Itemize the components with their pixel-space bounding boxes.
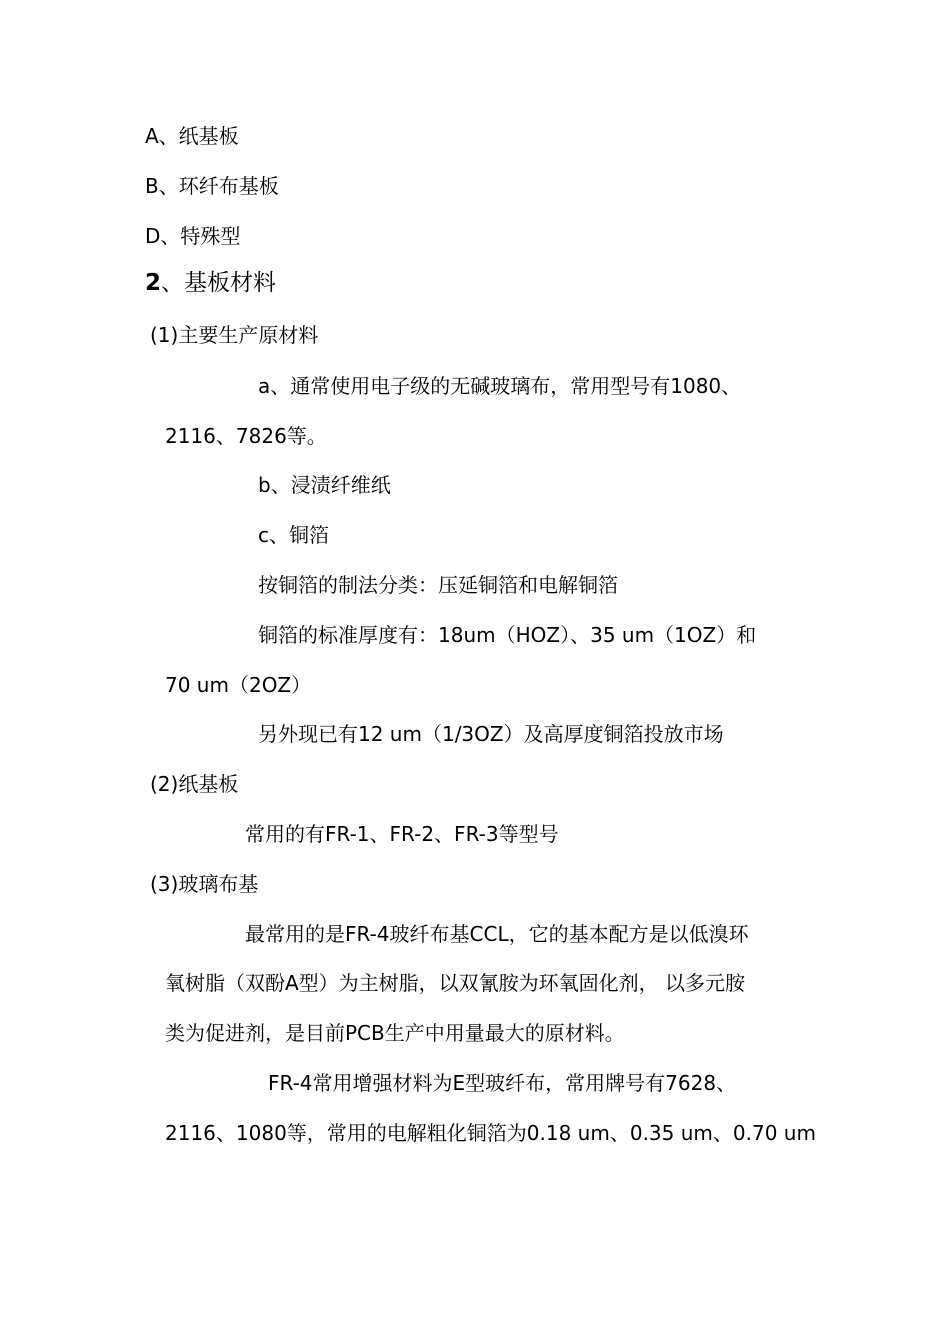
- paragraph-line: 氧树脂（双酚A型）为主树脂，以双氰胺为环氧固化剂， 以多元胺: [165, 971, 746, 995]
- category-d-line: D、特殊型: [145, 224, 241, 248]
- paragraph-line: 常用的有FR-1、FR-2、FR-3等型号: [245, 822, 559, 846]
- paragraph-line: c、铜箔: [258, 523, 329, 547]
- category-b-line: B、环纤布基板: [145, 174, 279, 198]
- subsection-2-title: (2)纸基板: [150, 772, 239, 796]
- paragraph-line: 按铜箔的制法分类：压延铜箔和电解铜箔: [258, 573, 618, 597]
- paragraph-line: 另外现已有12 um（1/3OZ）及高厚度铜箔投放市场: [258, 722, 724, 746]
- paragraph-line: b、浸渍纤维纸: [258, 473, 391, 497]
- section-heading: [145, 268, 276, 298]
- paragraph-line: 铜箔的标准厚度有：18um（HOZ）、35 um（1OZ）和: [258, 623, 757, 647]
- paragraph-line: FR-4常用增强材料为E型玻纤布，常用牌号有7628、: [268, 1071, 737, 1095]
- section-number: 2: [145, 270, 162, 296]
- section-title: 、基板材料: [161, 270, 277, 296]
- subsection-3-title: (3)玻璃布基: [150, 872, 259, 896]
- paragraph-line: 最常用的是FR-4玻纤布基CCL，它的基本配方是以低溴环: [245, 922, 749, 946]
- paragraph-line: 2116、7826等。: [165, 424, 327, 448]
- category-a-line: A、纸基板: [145, 124, 239, 148]
- paragraph-line: 70 um（2OZ）: [165, 673, 312, 697]
- paragraph-line: 2116、1080等，常用的电解粗化铜箔为0.18 um、0.35 um、0.70 um: [165, 1121, 816, 1145]
- paragraph-line: a、通常使用电子级的无碱玻璃布，常用型号有1080、: [258, 374, 742, 398]
- subsection-1-title: (1)主要生产原材料: [150, 323, 319, 347]
- paragraph-line: 类为促进剂，是目前PCB生产中用量最大的原材料。: [165, 1021, 625, 1045]
